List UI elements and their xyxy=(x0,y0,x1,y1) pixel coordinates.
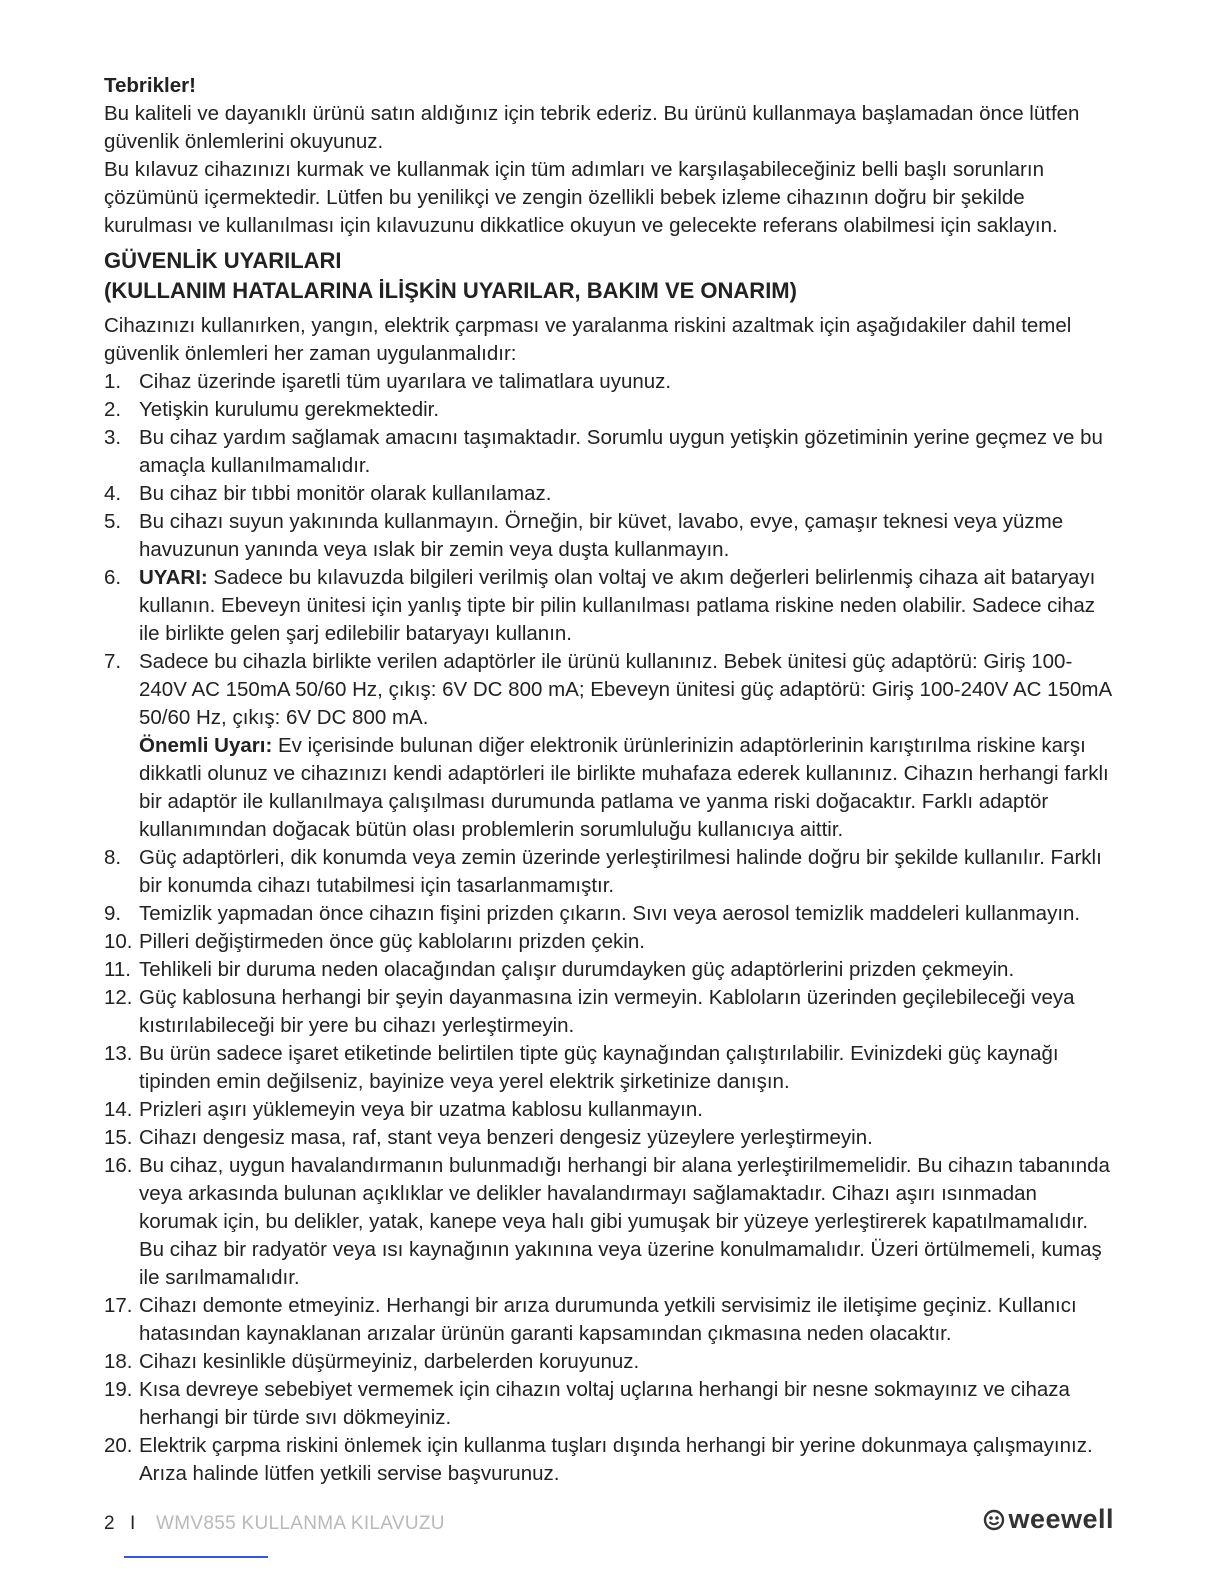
rule-item xyxy=(104,368,1114,396)
rule-text: Bu cihazı suyun yakınında kullanmayın. Örneğin, bir küvet, lavabo, evye, çamaşır teknesi veya yüzme havuzunun yanında veya ıslak bir zemin veya duşta kullanmayın. xyxy=(139,510,1064,561)
bottom-underline xyxy=(124,1556,268,1558)
important-note xyxy=(139,732,1114,844)
rule-item xyxy=(104,480,1114,508)
rule-item xyxy=(104,928,1114,956)
rule-number: 5. xyxy=(104,510,122,533)
rule-text: Bu ürün sadece işaret etiketinde belirtilen tipte güç kaynağından çalıştırılabilir. Evinizdeki güç kaynağı tipinden emin değilseniz, bayinize veya yerel elektrik şirketinize danışın. xyxy=(139,1042,1059,1093)
rule-item xyxy=(104,1376,1114,1432)
warning-label: UYARI: xyxy=(139,566,208,589)
greeting: Tebrikler! xyxy=(104,74,196,97)
rule-number: 1. xyxy=(104,370,122,393)
rule-item xyxy=(104,1152,1114,1292)
rule-item xyxy=(104,508,1114,564)
rule-number: 13. xyxy=(104,1042,133,1065)
rule-number: 12. xyxy=(104,986,133,1009)
rule-number: 20. xyxy=(104,1434,133,1457)
brand-logo xyxy=(983,1504,1114,1535)
rule-text: Sadece bu kılavuzda bilgileri verilmiş olan voltaj ve akım değerleri belirlenmiş cihaza ait bataryayı kullanın. Ebeveyn ünitesi için yanlış tipte bir pilin kullanılması patlama riskine neden olabilir. Sadece cihaz ile birlikte gelen şarj edilebilir bataryayı kullanın. xyxy=(139,566,1096,645)
rule-number: 14. xyxy=(104,1098,133,1121)
rule-text: Cihazı kesinlikle düşürmeyiniz, darbelerden koruyunuz. xyxy=(139,1350,640,1373)
rule-item xyxy=(104,1124,1114,1152)
rule-number: 8. xyxy=(104,846,122,869)
rule-number: 2. xyxy=(104,398,122,421)
rule-number: 4. xyxy=(104,482,122,505)
rule-number: 18. xyxy=(104,1350,133,1373)
rule-number: 11. xyxy=(104,958,131,981)
rule-text: Prizleri aşırı yüklemeyin veya bir uzatma kablosu kullanmayın. xyxy=(139,1098,703,1121)
rule-text: Tehlikeli bir duruma neden olacağından çalışır durumdayken güç adaptörlerini prizden çekmeyin. xyxy=(139,958,1015,981)
rule-text: Bu cihaz, uygun havalandırmanın bulunmadığı herhangi bir alana yerleştirilmemelidir. Bu cihazın tabanında veya arkasında bulunan açıklıklar ve delikler havalandırmayı sağlamaktadır. Cihazı aşırı ısınmadan korumak için, bu delikler, yatak, kanepe veya halı gibi yumuşak bir yüzeye yerleştirerek kapatılmamalıdır. Bu cihaz bir radyatör veya ısı kaynağının yakınına veya üzerine konulmamalıdır. Üzeri örtülmemeli, kumaş ile sarılmamalıdır. xyxy=(139,1154,1110,1289)
rule-text: Temizlik yapmadan önce cihazın fişini prizden çıkarın. Sıvı veya aerosol temizlik maddeleri kullanmayın. xyxy=(139,902,1081,925)
rule-item xyxy=(104,396,1114,424)
rule-text: Pilleri değiştirmeden önce güç kablolarını prizden çekin. xyxy=(139,930,645,953)
rule-text: Bu cihaz bir tıbbi monitör olarak kullanılamaz. xyxy=(139,482,552,505)
rule-number: 15. xyxy=(104,1126,133,1149)
safety-heading: GÜVENLİK UYARILARI xyxy=(104,248,342,273)
rule-number: 17. xyxy=(104,1294,133,1317)
rule-number: 7. xyxy=(104,650,122,673)
document-title: WMV855 KULLANMA KILAVUZU xyxy=(156,1513,445,1534)
rule-item xyxy=(104,1292,1114,1348)
rule-text: Elektrik çarpma riskini önlemek için kullanma tuşları dışında herhangi bir yerine dokunmaya çalışmayınız. Arıza halinde lütfen yetkili servise başvurunuz. xyxy=(139,1434,1093,1485)
footer-separator: I xyxy=(130,1513,136,1534)
document-page xyxy=(104,72,1114,1488)
rule-item xyxy=(104,956,1114,984)
rule-text: Güç kablosuna herhangi bir şeyin dayanmasına izin vermeyin. Kabloların üzerinden geçilebileceği veya kıstırılabileceği bir yere bu cihazı yerleştirmeyin. xyxy=(139,986,1075,1037)
safety-subheading: (KULLANIM HATALARINA İLİŞKİN UYARILAR, BAKIM VE ONARIM) xyxy=(104,278,797,303)
rule-number: 9. xyxy=(104,902,122,925)
intro-paragraph-1: Bu kaliteli ve dayanıklı ürünü satın aldığınız için tebrik ederiz. Bu ürünü kullanmaya başlamadan önce lütfen güvenlik önlemlerini okuyunuz. xyxy=(104,102,1080,153)
safety-intro: Cihazınızı kullanırken, yangın, elektrik çarpması ve yaralanma riskini azaltmak için aşağıdakiler dahil temel güvenlik önlemleri her zaman uygulanmalıdır: xyxy=(104,314,1072,365)
rule-number: 16. xyxy=(104,1154,133,1177)
page-footer xyxy=(104,1504,1114,1540)
rule-text: Cihaz üzerinde işaretli tüm uyarılara ve talimatlara uyunuz. xyxy=(139,370,672,393)
rule-text: Cihazı dengesiz masa, raf, stant veya benzeri dengesiz yüzeylere yerleştirmeyin. xyxy=(139,1126,873,1149)
rule-text: Güç adaptörleri, dik konumda veya zemin üzerinde yerleştirilmesi halinde doğru bir şekilde kullanılır. Farklı bir konumda cihazı tutabilmesi için tasarlanmamıştır. xyxy=(139,846,1102,897)
rule-number: 6. xyxy=(104,566,122,589)
page-number: 2 xyxy=(104,1513,115,1534)
rule-text: Bu cihaz yardım sağlamak amacını taşımaktadır. Sorumlu uygun yetişkin gözetiminin yerine geçmez ve bu amaçla kullanılmamalıdır. xyxy=(139,426,1103,477)
rule-text: Kısa devreye sebebiyet vermemek için cihazın voltaj uçlarına herhangi bir nesne sokmayınız ve cihaza herhangi bir türde sıvı dökmeyiniz. xyxy=(139,1378,1070,1429)
important-note-text: Ev içerisinde bulunan diğer elektronik ürünlerinizin adaptörlerinin karıştırılma riskine karşı dikkatli olunuz ve cihazınızı kendi adaptörleri ile birlikte muhafaza ederek kullanınız. Cihazın herhangi farklı bir adaptör ile kullanılmaya çalışılması durumunda patlama ve yanma riski doğacaktır. Farklı adaptör kullanımından doğacak bütün olası problemlerin sorumluluğu kullanıcıya aittir. xyxy=(139,734,1109,841)
weewell-logo-icon xyxy=(983,1509,1005,1531)
rule-item xyxy=(104,1040,1114,1096)
rule-item xyxy=(104,1348,1114,1376)
rule-text: Cihazı demonte etmeyiniz. Herhangi bir arıza durumunda yetkili servisimiz ile iletişime geçiniz. Kullanıcı hatasından kaynaklanan arızalar ürünün garanti kapsamından çıkmasına neden olacaktır. xyxy=(139,1294,1077,1345)
rule-item xyxy=(104,648,1114,844)
rule-number: 3. xyxy=(104,426,122,449)
rule-item xyxy=(104,1096,1114,1124)
rule-text: Yetişkin kurulumu gerekmektedir. xyxy=(139,398,440,421)
intro-paragraph-2: Bu kılavuz cihazınızı kurmak ve kullanmak için tüm adımları ve karşılaşabileceğiniz belli başlı sorunların çözümünü içermektedir. Lütfen bu yenilikçi ve zengin özellikli bebek izleme cihazının doğru bir şekilde kurulması ve kullanılması için kılavuzunu dikkatlice okuyun ve gelecekte referans olabilmesi için saklayın. xyxy=(104,158,1058,237)
rule-number: 19. xyxy=(104,1378,133,1401)
rule-text: Sadece bu cihazla birlikte verilen adaptörler ile ürünü kullanınız. Bebek ünitesi güç adaptörü: Giriş 100-240V AC 150mA 50/60 Hz, çıkış: 6V DC 800 mA; Ebeveyn ünitesi güç adaptörü: Giriş 100-240V AC 150mA 50/60 Hz, çıkış: 6V DC 800 mA. xyxy=(139,650,1112,729)
rule-item xyxy=(104,844,1114,900)
rule-item xyxy=(104,900,1114,928)
rule-item xyxy=(104,564,1114,648)
important-note-label: Önemli Uyarı: xyxy=(139,734,273,757)
rule-item xyxy=(104,424,1114,480)
rule-item xyxy=(104,984,1114,1040)
rule-item xyxy=(104,1432,1114,1488)
safety-rules-list xyxy=(104,368,1114,1488)
rule-number: 10. xyxy=(104,930,133,953)
brand-name: weewell xyxy=(1008,1504,1114,1534)
